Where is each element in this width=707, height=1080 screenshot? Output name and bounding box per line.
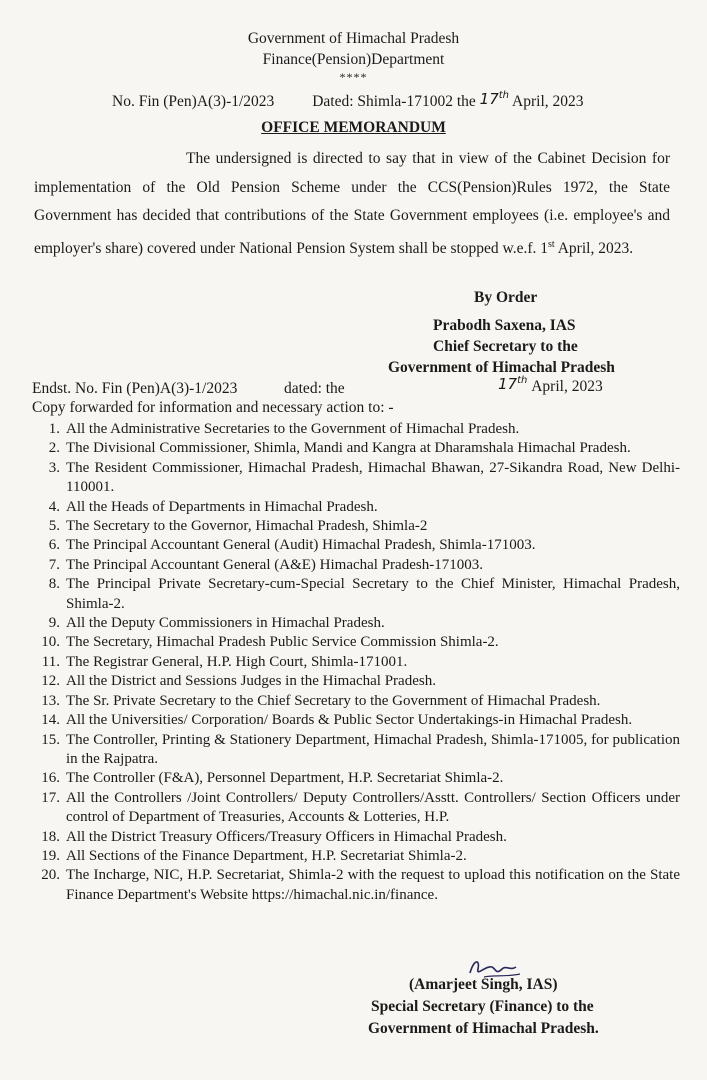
header-government: Government of Himachal Pradesh — [247, 30, 460, 47]
header-department: Finance(Pension)Department — [262, 51, 445, 68]
list-item — [30, 866, 680, 905]
list-item-text: All the Heads of Departments in Himachal Pradesh. — [66, 498, 378, 515]
recipient-list — [30, 420, 680, 905]
memo-title: OFFICE MEMORANDUM — [261, 119, 446, 136]
list-item-number: 18. — [41, 828, 60, 845]
list-item-text: The Controller (F&A), Personnel Department, H.P. Secretariat Shimla-2. — [66, 770, 504, 787]
list-item-text: The Secretary to the Governor, Himachal Pradesh, Shimla-2 — [66, 518, 428, 535]
endorsement-dated-label: dated: the — [284, 380, 345, 397]
list-item-text: The Principal Accountant General (A&E) Himachal Pradesh-171003. — [66, 556, 483, 573]
list-item — [30, 847, 680, 866]
list-item-number: 2. — [48, 440, 60, 457]
list-item-text: All the Administrative Secretaries to the Government of Himachal Pradesh. — [66, 421, 520, 437]
by-order-label: By Order — [474, 289, 538, 306]
list-item-text: The Resident Commissioner, Himachal Pradesh, Himachal Bhawan, 27-Sikandra Road, New Delhi-110001. — [66, 459, 680, 496]
list-item-text: The Incharge, NIC, H.P. Secretariat, Shimla-2 with the request to upload this notification on the State Finance Department's Website https://himachal.nic.in/finance. — [66, 867, 680, 903]
list-item-text: All the Deputy Commissioners in Himachal Pradesh. — [66, 615, 385, 632]
list-item-number: 4. — [48, 498, 60, 515]
list-item — [30, 653, 680, 672]
list-item-text: All the District Treasury Officers/Treasury Officers in Himachal Pradesh. — [66, 828, 507, 845]
signatory2-name: (Amarjeet Singh, IAS) — [409, 976, 558, 993]
list-item-number: 14. — [41, 712, 60, 729]
list-item-number: 20. — [41, 867, 60, 884]
list-item-text: All the Controllers /Joint Controllers/ Deputy Controllers/Asstt. Controllers/ Section Officers under control of Department of Treasuries, Accounts & Lotteries, H.P. — [66, 789, 680, 826]
reference-dated-prefix: Dated: Shimla-171002 the — [312, 93, 476, 110]
reference-month-year: April, 2023 — [512, 93, 584, 110]
list-item-number: 3. — [48, 459, 60, 476]
list-item-text: All the District and Sessions Judges in the Himachal Pradesh. — [66, 673, 436, 690]
list-item-number: 7. — [48, 556, 60, 573]
list-item — [30, 517, 680, 536]
list-item — [30, 439, 680, 458]
list-item-number: 12. — [41, 673, 60, 690]
list-item-number: 10. — [41, 634, 60, 651]
list-item — [30, 828, 680, 847]
signatory2-designation: Special Secretary (Finance) to the — [371, 998, 594, 1015]
signatory1-name: Prabodh Saxena, IAS — [433, 317, 576, 334]
signatory2-office: Government of Himachal Pradesh. — [368, 1020, 599, 1037]
endorsement-date: 17th April, 2023 — [498, 375, 603, 395]
list-item — [30, 672, 680, 691]
list-item-text: The Divisional Commissioner, Shimla, Mandi and Kangra at Dharamshala Himachal Pradesh. — [66, 440, 631, 457]
signatory1-designation: Chief Secretary to the — [433, 338, 578, 355]
list-item-number: 6. — [48, 537, 60, 554]
endorsement-line — [32, 375, 672, 398]
list-item — [30, 711, 680, 730]
reference-number: No. Fin (Pen)A(3)-1/2023 — [112, 93, 275, 110]
list-item-text: The Principal Accountant General (Audit) Himachal Pradesh, Shimla-171003. — [66, 537, 536, 554]
list-item — [30, 769, 680, 788]
list-item — [30, 633, 680, 652]
list-item-number: 11. — [41, 653, 60, 670]
reference-line — [112, 92, 672, 111]
list-item — [30, 575, 680, 614]
list-item-number: 8. — [48, 576, 60, 593]
list-item-text: The Secretary, Himachal Pradesh Public Service Commission Shimla-2. — [66, 634, 499, 651]
list-item-text: The Principal Private Secretary-cum-Special Secretary to the Chief Minister, Himachal Pradesh, Shimla-2. — [66, 576, 680, 612]
list-item — [30, 789, 680, 828]
list-item — [30, 498, 680, 517]
list-item — [30, 536, 680, 555]
endorsement-number: Endst. No. Fin (Pen)A(3)-1/2023 — [32, 380, 238, 397]
list-item — [30, 459, 680, 498]
list-item-number: 16. — [41, 770, 60, 787]
list-item-text: The Sr. Private Secretary to the Chief Secretary to the Government of Himachal Pradesh. — [66, 692, 601, 709]
signatory1-office: Government of Himachal Pradesh — [388, 359, 615, 376]
list-item-text: The Registrar General, H.P. High Court, Shimla-171001. — [66, 653, 408, 670]
list-item-number: 5. — [48, 518, 60, 535]
list-item — [30, 614, 680, 633]
reference-handwritten-day: 17th — [479, 90, 510, 108]
list-item — [30, 420, 680, 439]
list-item-number: 17. — [41, 789, 60, 806]
list-item-text: All the Universities/ Corporation/ Boards & Public Sector Undertakings-in Himachal Pradesh. — [66, 712, 633, 729]
list-item-number: 19. — [41, 847, 60, 864]
list-item-number: 9. — [48, 615, 60, 632]
list-item-number: 13. — [41, 692, 60, 709]
list-item-text: All Sections of the Finance Department, H.P. Secretariat Shimla-2. — [66, 847, 467, 864]
list-item — [30, 731, 680, 770]
copy-forwarded-line: Copy forwarded for information and necessary action to: - — [32, 399, 394, 416]
memo-body: The undersigned is directed to say that in view of the Cabinet Decision for implementation of the Old Pension Scheme under the CCS(Pension)Rules 1972, the State Government has decided that contributions of the State Government employees (i.e. employee's and employer's share) covered under National Pension System shall be stopped w.e.f. 1st April, 2023. — [34, 150, 670, 257]
header-stars: **** — [339, 70, 368, 84]
list-item — [30, 556, 680, 575]
list-item-text: The Controller, Printing & Stationery Department, Himachal Pradesh, Shimla-171005, for publication in the Rajpatra. — [66, 731, 680, 767]
list-item-number: 1. — [48, 421, 60, 437]
list-item-number: 15. — [41, 731, 60, 748]
list-item — [30, 692, 680, 711]
